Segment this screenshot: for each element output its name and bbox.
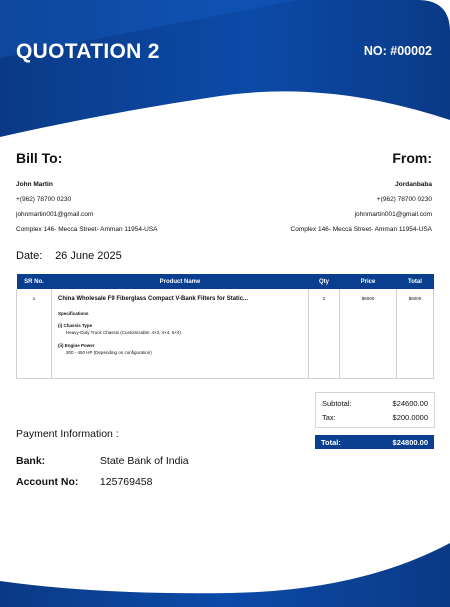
subtotal-row xyxy=(322,399,428,408)
bill-to-name: John Martin xyxy=(16,181,53,188)
column-header-price: Price xyxy=(340,274,397,289)
header-wave-banner xyxy=(0,0,450,140)
bill-to-email: johnmartin001@gmail.com xyxy=(16,211,94,218)
from-name: Jordanbaba xyxy=(395,181,432,188)
document-title: QUOTATION 2 xyxy=(16,40,160,63)
table-row xyxy=(17,289,434,379)
tax-value: $200.0000 xyxy=(392,413,428,422)
from-address: Complex 146- Mecca Street- Amman 11954-USA xyxy=(290,226,432,233)
bill-to-heading: Bill To: xyxy=(16,150,63,166)
column-header-sr: SR No. xyxy=(17,274,52,289)
column-header-product: Product Name xyxy=(52,274,309,289)
footer-wave-banner xyxy=(0,537,450,607)
bill-to-block xyxy=(16,177,158,237)
bank-label: Bank: xyxy=(16,455,46,467)
date-row xyxy=(16,250,122,262)
column-header-total: Total xyxy=(397,274,434,289)
date-label: Date: xyxy=(16,250,43,262)
account-label: Account No: xyxy=(16,476,79,488)
subtotal-label: Subtotal: xyxy=(322,399,352,408)
spec-value: Heavy-Duty Truck Chassis (Customizable: 4×2, 4×4, 6×4) xyxy=(66,330,181,335)
bill-to-address: Complex 146- Mecca Street- Amman 11954-USA xyxy=(16,226,158,233)
quotation-number: NO: #00002 xyxy=(363,44,432,58)
cell-product xyxy=(52,289,309,379)
tax-label: Tax: xyxy=(322,413,336,422)
total-row xyxy=(315,435,434,449)
product-title: China Wholesale F9 Fiberglass Compact V-Bank Filters for Static... xyxy=(58,296,249,302)
total-label: Total: xyxy=(321,438,341,447)
subtotal-value: $24600.00 xyxy=(392,399,428,408)
spec-label: (i) Chassis Type xyxy=(58,323,93,328)
from-block xyxy=(291,177,433,237)
from-phone: +(962) 78700 0230 xyxy=(376,196,432,203)
column-header-qty: Qty xyxy=(309,274,340,289)
items-table xyxy=(16,274,434,379)
cell-qty: 2 xyxy=(309,289,340,379)
tax-row xyxy=(322,413,428,422)
summary-box xyxy=(315,392,435,428)
bill-to-phone: +(962) 78700 0230 xyxy=(16,196,72,203)
account-row xyxy=(16,476,152,488)
from-heading: From: xyxy=(392,150,432,166)
payment-heading: Payment Information : xyxy=(16,428,119,440)
date-value: 26 June 2025 xyxy=(55,250,122,262)
cell-total: $6000 xyxy=(397,289,434,379)
spec-value: 300 - 450 HP (Depending on configuration) xyxy=(66,350,152,355)
from-email: johnmartin001@gmail.com xyxy=(354,211,432,218)
account-value: 125769458 xyxy=(99,476,153,488)
cell-sr: 1 xyxy=(17,289,52,379)
spec-label: (ii) Engine Power xyxy=(58,343,95,348)
table-header-row xyxy=(17,274,434,289)
specifications-heading: Specifications xyxy=(58,311,89,316)
bank-row xyxy=(16,455,189,467)
total-value: $24800.00 xyxy=(392,438,428,447)
bank-value: State Bank of India xyxy=(99,455,189,467)
cell-price: $6000 xyxy=(340,289,397,379)
